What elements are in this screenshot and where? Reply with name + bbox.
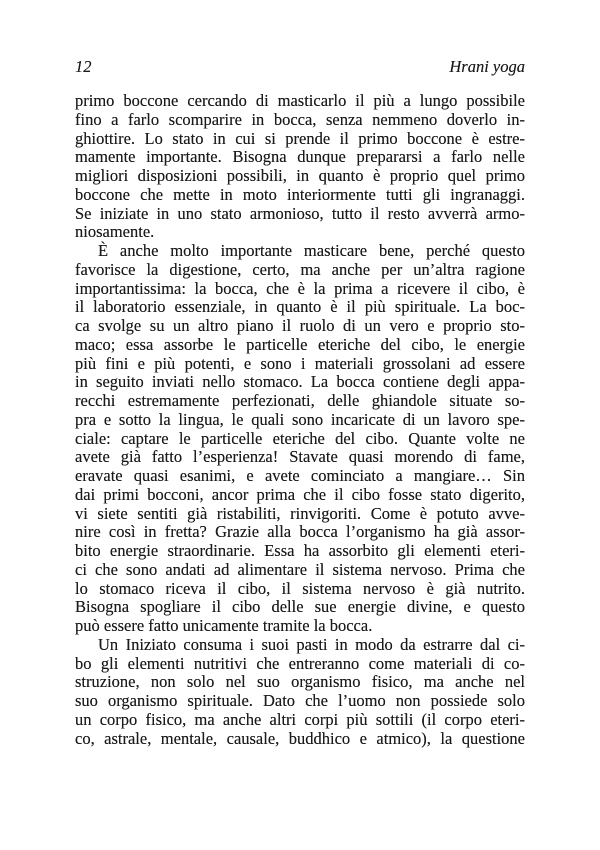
running-title: Hrani yoga (449, 57, 525, 76)
text-line: importantissima: la bocca, che è la prima a ricevere il cibo, è (75, 278, 525, 298)
text-line: un corpo fisico, ma anche altri corpi più sottili (il corpo eteri- (75, 709, 525, 729)
text-line: primo boccone cercando di masticarlo il più a lungo possibile (75, 91, 525, 110)
text-line: favorisce la digestione, certo, ma anche per un’altra ragione (75, 259, 525, 279)
page-number: 12 (75, 57, 92, 76)
text-line: lo stomaco riceva il cibo, il sistema nervoso è già nutrito. (75, 578, 525, 598)
text-line: il laboratorio essenziale, in quanto è il più spirituale. La boc- (75, 297, 525, 317)
text-line: fino a farlo scomparire in bocca, senza nemmeno doverlo in- (75, 109, 525, 129)
text-line: ci che sono andati ad alimentare il sistema nervoso. Prima che (75, 559, 525, 579)
text-line: eravate quasi esanimi, e avete cominciato a mangiare… Sin (75, 466, 525, 485)
text-line: bito energie straordinarie. Essa ha assorbito gli elementi eteri- (75, 541, 525, 560)
body-text (75, 92, 525, 748)
text-line: avete già fatto l’esperienza! Stavate quasi morendo di fame, (75, 447, 525, 467)
text-line: suo organismo spirituale. Dato che l’uomo non possiede solo (75, 691, 525, 710)
text-line: maco; essa assorbe le particelle eteriche del cibo, le energie (75, 334, 525, 354)
text-line: ghiottire. Lo stato in cui si prende il primo boccone è estre- (75, 128, 525, 148)
text-line: pra e sotto la lingua, le quali sono incaricate di un lavoro spe- (75, 409, 525, 429)
text-line: boccone che mette in moto interiormente tutti gli ingranaggi. (75, 184, 525, 204)
text-line: Se iniziate in uno stato armonioso, tutto il resto avverrà armo- (75, 203, 525, 223)
text-line: È anche molto importante masticare bene, perché questo (98, 241, 525, 260)
text-line: co, astrale, mentale, causale, buddhico e atmico), la questione (75, 728, 525, 748)
text-line: in seguito inviati nello stomaco. La bocca contiene degli appa- (75, 372, 525, 392)
running-header (75, 57, 525, 76)
text-line: niosamente. (75, 222, 155, 242)
text-line: ca svolge su un altro piano il ruolo di un vero e proprio sto- (75, 316, 525, 335)
text-line: recchi estremamente perfezionati, delle ghiandole situate so- (75, 391, 525, 410)
text-line: Bisogna spogliare il cibo delle sue energie divine, e questo (75, 597, 525, 617)
text-line: nire così in fretta? Grazie alla bocca l’organismo ha già assor- (75, 522, 525, 542)
text-line: bo gli elementi nutritivi che entreranno come materiali di co- (75, 653, 525, 673)
text-line: vi siete sentiti già ristabiliti, rinvigoriti. Come è potuto avve- (75, 503, 525, 523)
text-line: mamente importante. Bisogna dunque prepararsi a farlo nelle (75, 147, 525, 167)
text-line: migliori disposizioni possibili, in quanto è proprio quel primo (75, 166, 525, 185)
text-line: più fini e più potenti, e sono i materiali grossolani ad essere (75, 353, 525, 373)
text-line: dai primi bocconi, ancor prima che il cibo fosse stato digerito, (75, 484, 525, 504)
text-line: Un Iniziato consuma i suoi pasti in modo da estrarre dal ci- (98, 634, 525, 654)
text-line: può essere fatto unicamente tramite la bocca. (75, 616, 373, 635)
text-line: ciale: captare le particelle eteriche del cibo. Quante volte ne (75, 428, 525, 448)
text-line: struzione, non solo nel suo organismo fisico, ma anche nel (75, 672, 525, 692)
